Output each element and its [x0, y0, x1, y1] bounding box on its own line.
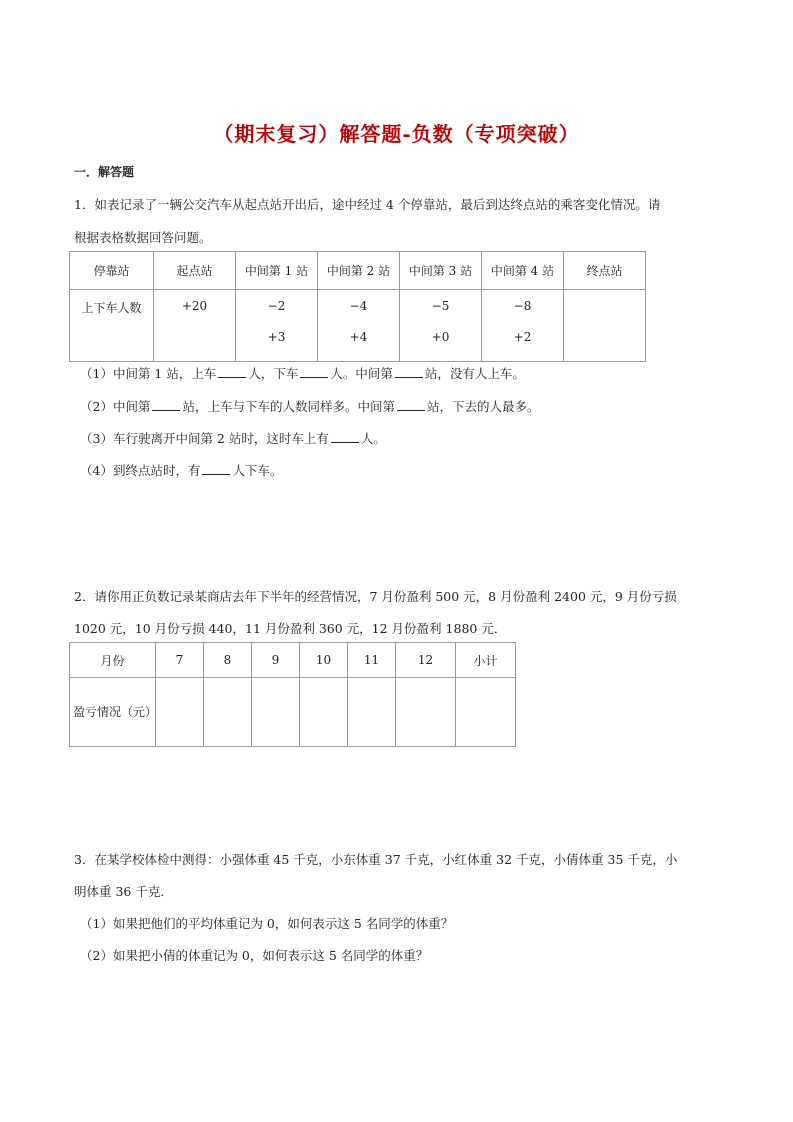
answer-blank[interactable] [300, 365, 328, 378]
table-row-label: 上下车人数 [70, 290, 154, 362]
table-cell-stop-3: −5 +0 [400, 290, 482, 362]
q3-sub1: （1）如果把他们的平均体重记为 0，如何表示这 5 名同学的体重？ [80, 916, 454, 931]
profit-loss-table [69, 642, 516, 747]
q1-sub2: （2）中间第 站，上车与下车的人数同样多。中间第 站，下去的人最多。 [80, 399, 540, 414]
table-header-cell: 月份 [70, 643, 156, 678]
table-header-cell: 中间第 2 站 [318, 252, 400, 290]
table-cell[interactable] [252, 678, 300, 747]
table-header-cell: 8 [204, 643, 252, 678]
q3-text-line1: 3．在某学校体检中测得：小强体重 45 千克，小东体重 37 千克，小红体重 32 千克，小倩体重 35 千克，小 [74, 852, 678, 867]
q1-text-line1: 1．如表记录了一辆公交汽车从起点站开出后，途中经过 4 个停靠站，最后到达终点站的乘客变化情况。请 [74, 197, 661, 212]
page-title: （期末复习）解答题-负数（专项突破） [213, 122, 580, 146]
table-cell[interactable] [456, 678, 516, 747]
q1-sub3: （3）车行驶离开中间第 2 站时，这时车上有 人。 [80, 431, 386, 446]
answer-blank[interactable] [152, 398, 180, 411]
table-header-cell: 7 [156, 643, 204, 678]
q1-text-line2: 根据表格数据回答问题。 [74, 230, 212, 245]
section-heading: 一．解答题 [74, 165, 135, 179]
table-cell[interactable] [348, 678, 396, 747]
table-header-cell: 中间第 4 站 [482, 252, 564, 290]
answer-blank[interactable] [218, 365, 246, 378]
table-cell-stop-1: −2 +3 [236, 290, 318, 362]
answer-blank[interactable] [395, 365, 423, 378]
q1-sub1: （1）中间第 1 站，上车 人，下车 人。中间第 站，没有人上车。 [80, 366, 525, 381]
table-cell[interactable] [396, 678, 456, 747]
table-header-cell: 中间第 1 站 [236, 252, 318, 290]
answer-blank[interactable] [202, 462, 230, 475]
table-header-cell: 9 [252, 643, 300, 678]
table-header-cell: 终点站 [564, 252, 646, 290]
table-header-cell: 小计 [456, 643, 516, 678]
answer-blank[interactable] [331, 430, 359, 443]
table-cell-stop-2: −4 +4 [318, 290, 400, 362]
q3-sub2: （2）如果把小倩的体重记为 0，如何表示这 5 名同学的体重？ [80, 948, 429, 963]
table-cell[interactable] [204, 678, 252, 747]
table-cell-start: +20 [154, 290, 236, 362]
table-cell[interactable] [300, 678, 348, 747]
table-header-cell: 中间第 3 站 [400, 252, 482, 290]
q3-text-line2: 明体重 36 千克． [74, 884, 173, 899]
table-header-cell: 12 [396, 643, 456, 678]
table-header-cell: 停靠站 [70, 252, 154, 290]
table-cell-stop-4: −8 +2 [482, 290, 564, 362]
table-cell[interactable] [156, 678, 204, 747]
bus-passenger-table [69, 251, 646, 362]
q2-text-line1: 2．请你用正负数记录某商店去年下半年的经营情况，7 月份盈利 500 元，8 月份盈利 2400 元，9 月份亏损 [74, 589, 677, 604]
q2-text-line2: 1020 元，10 月份亏损 440，11 月份盈利 360 元，12 月份盈利 1880 元． [74, 621, 507, 636]
table-header-cell: 起点站 [154, 252, 236, 290]
table-header-cell: 11 [348, 643, 396, 678]
table-row-label: 盈亏情况（元） [70, 678, 156, 747]
q1-sub4: （4）到终点站时，有 人下车。 [80, 463, 283, 478]
table-header-cell: 10 [300, 643, 348, 678]
answer-blank[interactable] [397, 398, 425, 411]
table-cell-end [564, 290, 646, 362]
